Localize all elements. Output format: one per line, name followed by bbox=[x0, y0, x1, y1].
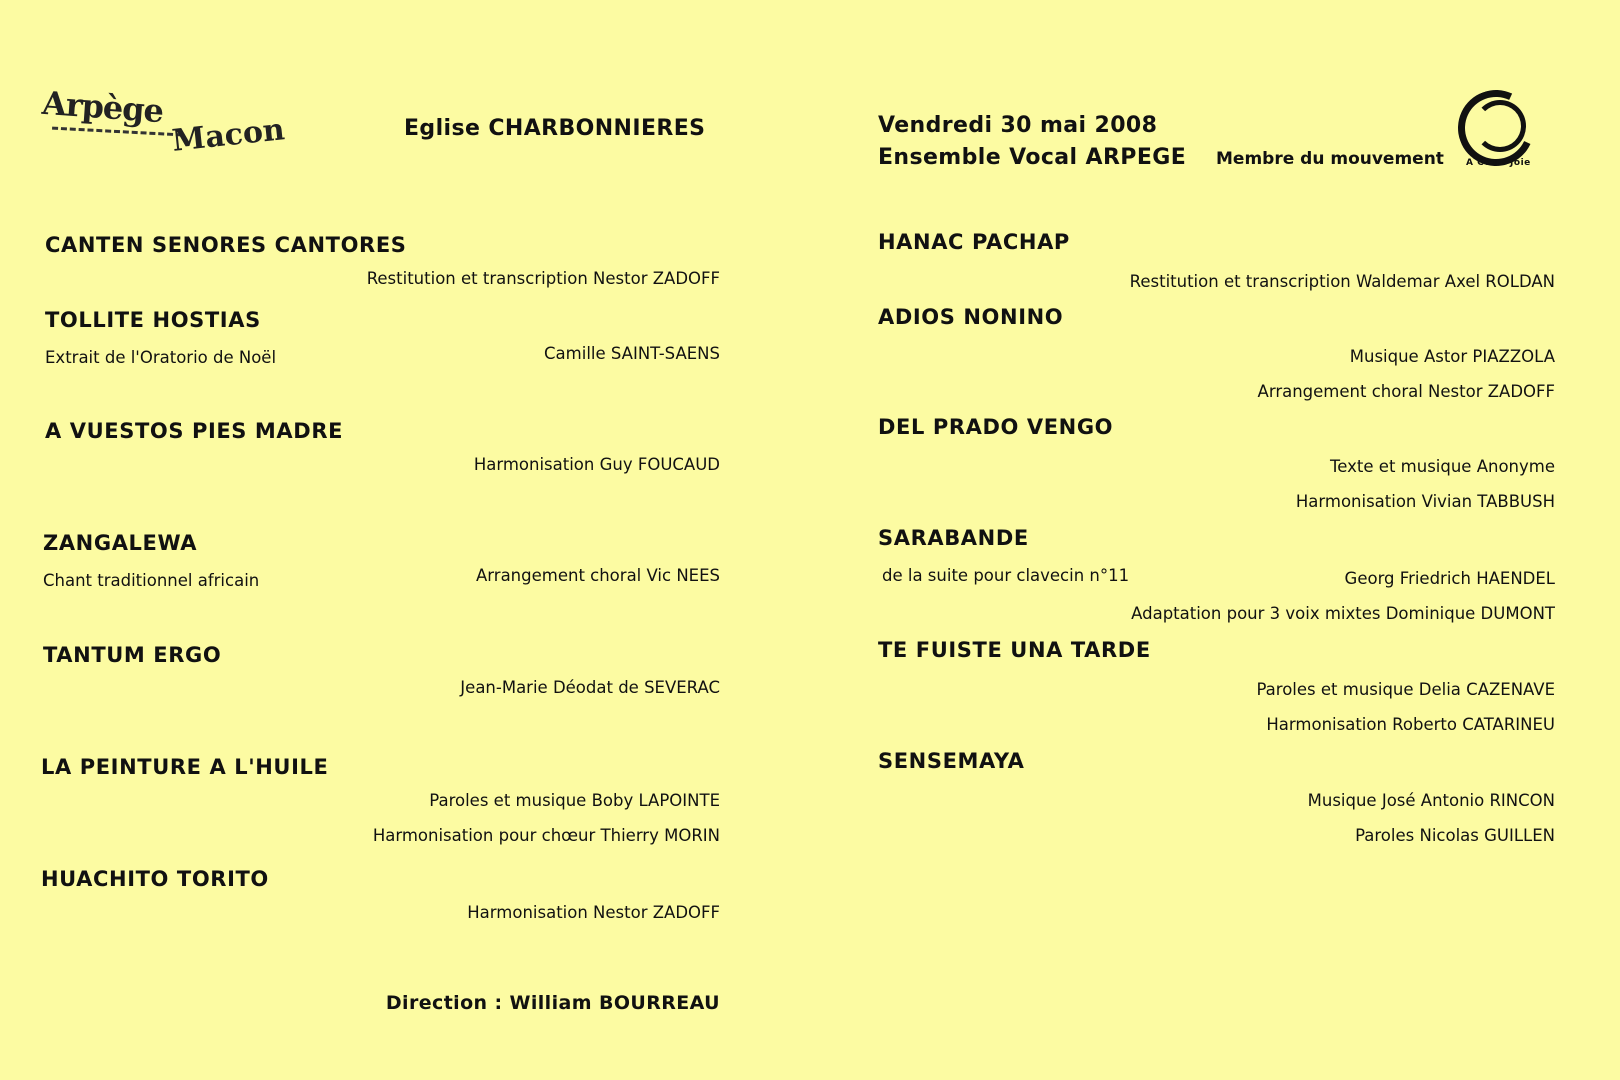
piece-title: HANAC PACHAP bbox=[878, 230, 1070, 254]
piece-title: DEL PRADO VENGO bbox=[878, 415, 1114, 439]
piece-title: TOLLITE HOSTIAS bbox=[45, 308, 261, 332]
piece-credit: Texte et musique Anonyme bbox=[1330, 457, 1555, 476]
piece-title: A VUESTOS PIES MADRE bbox=[45, 419, 344, 443]
piece-subtitle: Extrait de l'Oratorio de Noël bbox=[45, 348, 277, 367]
piece-credit: Harmonisation pour chœur Thierry MORIN bbox=[372, 826, 720, 845]
direction-line bbox=[386, 992, 720, 1014]
piece-credit: Restitution et transcription Waldemar Axel ROLDAN bbox=[1129, 272, 1555, 291]
piece-subtitle: de la suite pour clavecin n°11 bbox=[882, 566, 1130, 585]
piece-title: ADIOS NONINO bbox=[878, 305, 1064, 329]
piece-title: SARABANDE bbox=[878, 526, 1029, 550]
piece-credit: Paroles Nicolas GUILLEN bbox=[1355, 826, 1555, 845]
piece-credit: Harmonisation Vivian TABBUSH bbox=[1295, 492, 1555, 511]
piece-credit: Georg Friedrich HAENDEL bbox=[1344, 569, 1555, 588]
piece-credit: Musique Astor PIAZZOLA bbox=[1349, 347, 1555, 366]
piece-title: SENSEMAYA bbox=[878, 749, 1025, 773]
concert-date: Vendredi 30 mai 2008 bbox=[878, 113, 1158, 138]
piece-credit: Harmonisation Guy FOUCAUD bbox=[473, 455, 720, 474]
piece-credit: Restitution et transcription Nestor ZADOFF bbox=[366, 269, 720, 288]
piece-credit: Harmonisation Nestor ZADOFF bbox=[467, 903, 720, 922]
ensemble-name: Ensemble Vocal ARPEGE bbox=[878, 145, 1187, 170]
piece-title: ZANGALEWA bbox=[43, 531, 198, 555]
piece-credit: Paroles et musique Delia CAZENAVE bbox=[1256, 680, 1555, 699]
member-text: Membre du mouvement bbox=[1216, 149, 1444, 169]
piece-credit: Arrangement choral Nestor ZADOFF bbox=[1257, 382, 1555, 401]
piece-credit: Arrangement choral Vic NEES bbox=[476, 566, 720, 585]
piece-title: TANTUM ERGO bbox=[43, 643, 222, 667]
piece-credit: Harmonisation Roberto CATARINEU bbox=[1266, 715, 1555, 734]
a-coeur-joie-logo: A Cœur Joie bbox=[1452, 88, 1542, 173]
piece-credit: Camille SAINT-SAENS bbox=[544, 344, 720, 363]
piece-credit: Musique José Antonio RINCON bbox=[1307, 791, 1555, 810]
piece-title: CANTEN SENORES CANTORES bbox=[45, 233, 407, 257]
piece-credit: Paroles et musique Boby LAPOINTE bbox=[429, 791, 720, 810]
piece-title: TE FUISTE UNA TARDE bbox=[878, 638, 1151, 662]
piece-title: LA PEINTURE A L'HUILE bbox=[41, 755, 329, 779]
piece-credit: Adaptation pour 3 voix mixtes Dominique DUMONT bbox=[1131, 604, 1555, 623]
piece-credit: Jean-Marie Déodat de SEVERAC bbox=[460, 678, 720, 697]
direction-label: Direction : bbox=[385, 992, 503, 1014]
piece-subtitle: Chant traditionnel africain bbox=[43, 571, 260, 590]
arpege-logo: Arpège Macon bbox=[40, 83, 287, 159]
venue-title: Eglise CHARBONNIERES bbox=[404, 116, 706, 141]
piece-title: HUACHITO TORITO bbox=[41, 867, 269, 891]
director-name: William BOURREAU bbox=[509, 992, 720, 1014]
